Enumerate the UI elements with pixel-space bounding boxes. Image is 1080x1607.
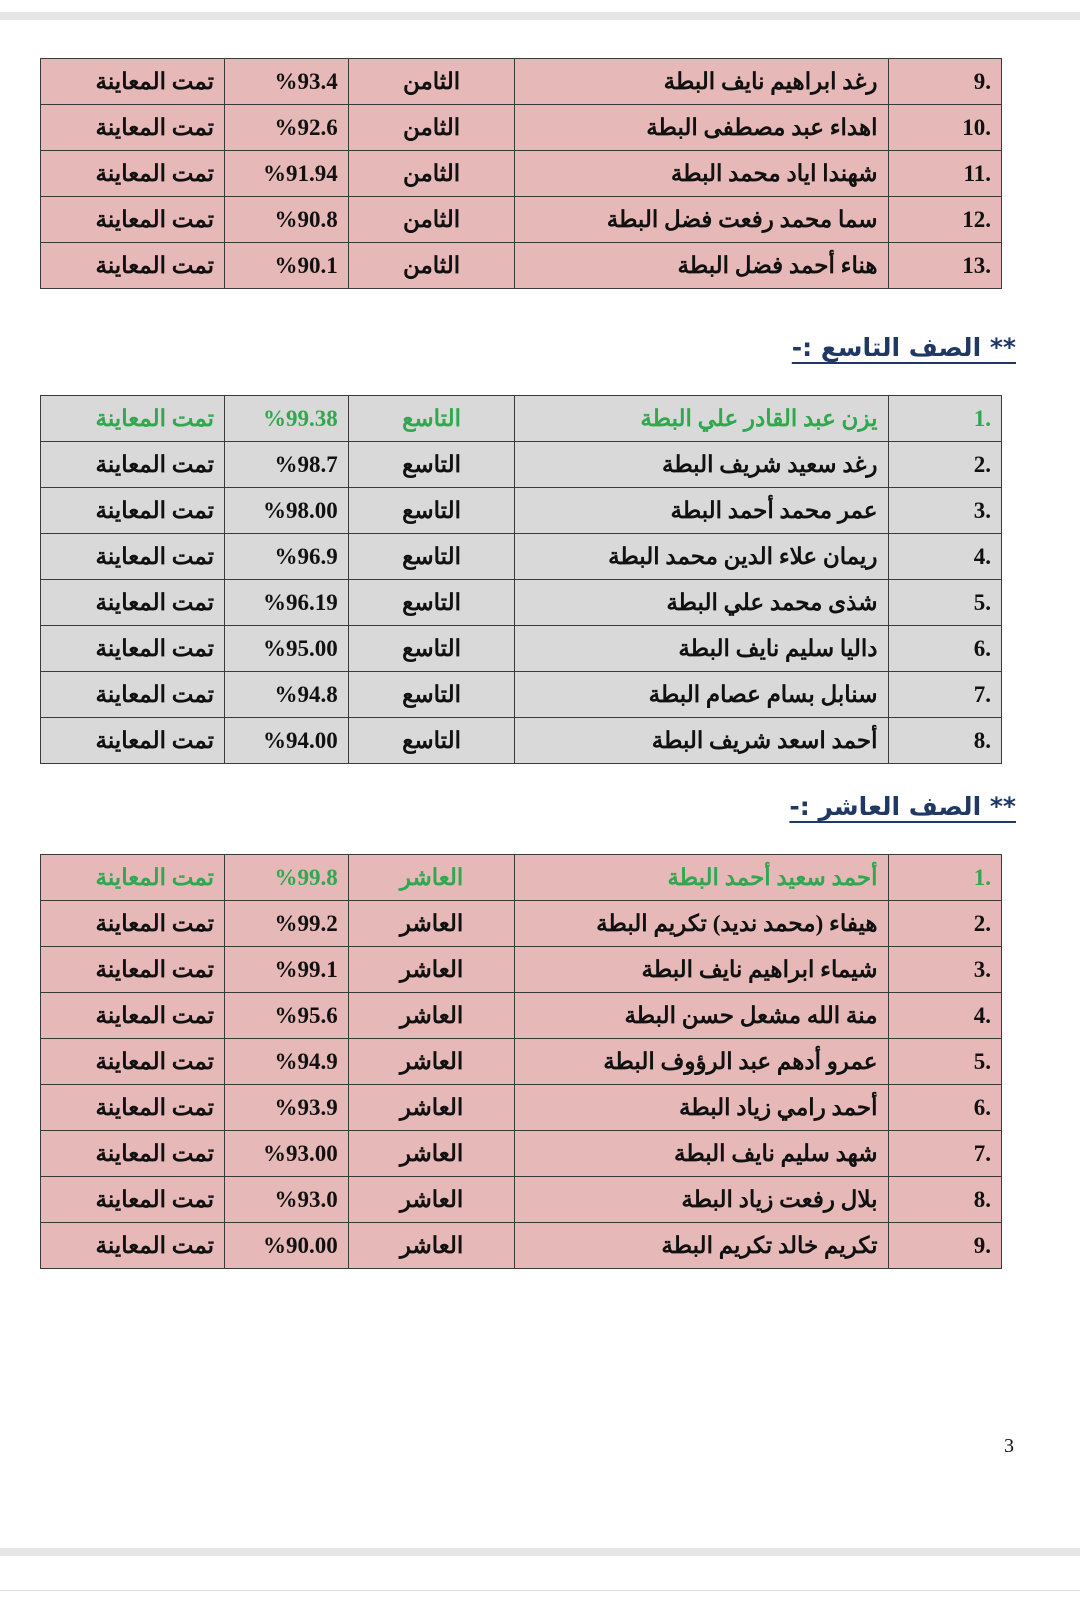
student-name: أحمد سعيد أحمد البطة xyxy=(515,855,888,901)
grade-8-table xyxy=(40,58,1002,289)
score-percent: %90.00 xyxy=(225,1223,349,1269)
row-number: 7. xyxy=(888,1131,1001,1177)
review-status: تمت المعاينة xyxy=(41,626,225,672)
student-name: اهداء عبد مصطفى البطة xyxy=(515,105,888,151)
score-percent: %93.0 xyxy=(225,1177,349,1223)
grade-8-table-body xyxy=(41,59,1002,289)
row-number: 6. xyxy=(888,1085,1001,1131)
class-grade: التاسع xyxy=(348,580,515,626)
review-status: تمت المعاينة xyxy=(41,672,225,718)
review-status: تمت المعاينة xyxy=(41,534,225,580)
review-status: تمت المعاينة xyxy=(41,718,225,764)
row-number: 11. xyxy=(888,151,1001,197)
table-row xyxy=(41,580,1002,626)
class-grade: العاشر xyxy=(348,1039,515,1085)
grade-9-table-body xyxy=(41,396,1002,764)
table-row xyxy=(41,672,1002,718)
student-name: شيماء ابراهيم نايف البطة xyxy=(515,947,888,993)
bottom-rule xyxy=(0,1590,1080,1591)
table-row xyxy=(41,1039,1002,1085)
row-number: 5. xyxy=(888,580,1001,626)
score-percent: %93.9 xyxy=(225,1085,349,1131)
grade-9-table xyxy=(40,395,1002,764)
row-number: 13. xyxy=(888,243,1001,289)
table-row xyxy=(41,243,1002,289)
class-grade: العاشر xyxy=(348,855,515,901)
row-number: 1. xyxy=(888,855,1001,901)
class-grade: التاسع xyxy=(348,626,515,672)
review-status: تمت المعاينة xyxy=(41,1085,225,1131)
row-number: 2. xyxy=(888,442,1001,488)
grade-10-heading: ** الصف العاشر :- xyxy=(789,792,1016,821)
row-number: 7. xyxy=(888,672,1001,718)
review-status: تمت المعاينة xyxy=(41,105,225,151)
student-name: يزن عبد القادر علي البطة xyxy=(515,396,888,442)
class-grade: العاشر xyxy=(348,901,515,947)
score-percent: %95.00 xyxy=(225,626,349,672)
grade-10-table xyxy=(40,854,1002,1269)
row-number: 4. xyxy=(888,993,1001,1039)
row-number: 9. xyxy=(888,59,1001,105)
score-percent: %99.2 xyxy=(225,901,349,947)
student-name: شهندا اياد محمد البطة xyxy=(515,151,888,197)
row-number: 2. xyxy=(888,901,1001,947)
class-grade: الثامن xyxy=(348,59,515,105)
table-row xyxy=(41,626,1002,672)
student-name: أحمد اسعد شريف البطة xyxy=(515,718,888,764)
table-row xyxy=(41,1131,1002,1177)
class-grade: العاشر xyxy=(348,1223,515,1269)
class-grade: التاسع xyxy=(348,396,515,442)
table-row xyxy=(41,993,1002,1039)
review-status: تمت المعاينة xyxy=(41,59,225,105)
row-number: 3. xyxy=(888,488,1001,534)
score-percent: %96.9 xyxy=(225,534,349,580)
row-number: 3. xyxy=(888,947,1001,993)
score-percent: %98.00 xyxy=(225,488,349,534)
student-name: سما محمد رفعت فضل البطة xyxy=(515,197,888,243)
student-name: سنابل بسام عصام البطة xyxy=(515,672,888,718)
student-name: داليا سليم نايف البطة xyxy=(515,626,888,672)
class-grade: الثامن xyxy=(348,197,515,243)
student-name: هناء أحمد فضل البطة xyxy=(515,243,888,289)
student-name: عمرو أدهم عبد الرؤوف البطة xyxy=(515,1039,888,1085)
table-row xyxy=(41,59,1002,105)
class-grade: التاسع xyxy=(348,718,515,764)
review-status: تمت المعاينة xyxy=(41,1131,225,1177)
review-status: تمت المعاينة xyxy=(41,947,225,993)
table-row xyxy=(41,105,1002,151)
class-grade: التاسع xyxy=(348,534,515,580)
table-row xyxy=(41,901,1002,947)
score-percent: %99.38 xyxy=(225,396,349,442)
review-status: تمت المعاينة xyxy=(41,396,225,442)
review-status: تمت المعاينة xyxy=(41,901,225,947)
row-number: 12. xyxy=(888,197,1001,243)
score-percent: %99.8 xyxy=(225,855,349,901)
review-status: تمت المعاينة xyxy=(41,1177,225,1223)
student-name: عمر محمد أحمد البطة xyxy=(515,488,888,534)
review-status: تمت المعاينة xyxy=(41,442,225,488)
class-grade: الثامن xyxy=(348,151,515,197)
review-status: تمت المعاينة xyxy=(41,1039,225,1085)
bottom-divider xyxy=(0,1548,1080,1556)
table-row xyxy=(41,1177,1002,1223)
table-row xyxy=(41,151,1002,197)
row-number: 8. xyxy=(888,1177,1001,1223)
row-number: 1. xyxy=(888,396,1001,442)
class-grade: الثامن xyxy=(348,243,515,289)
student-name: أحمد رامي زياد البطة xyxy=(515,1085,888,1131)
class-grade: العاشر xyxy=(348,1131,515,1177)
score-percent: %94.00 xyxy=(225,718,349,764)
score-percent: %93.4 xyxy=(225,59,349,105)
table-row xyxy=(41,396,1002,442)
table-row xyxy=(41,197,1002,243)
student-name: تكريم خالد تكريم البطة xyxy=(515,1223,888,1269)
student-name: ريمان علاء الدين محمد البطة xyxy=(515,534,888,580)
table-row xyxy=(41,855,1002,901)
table-row xyxy=(41,1223,1002,1269)
student-name: منة الله مشعل حسن البطة xyxy=(515,993,888,1039)
student-name: بلال رفعت زياد البطة xyxy=(515,1177,888,1223)
review-status: تمت المعاينة xyxy=(41,1223,225,1269)
student-name: رغد ابراهيم نايف البطة xyxy=(515,59,888,105)
class-grade: العاشر xyxy=(348,993,515,1039)
top-divider xyxy=(0,12,1080,20)
score-percent: %90.8 xyxy=(225,197,349,243)
score-percent: %90.1 xyxy=(225,243,349,289)
class-grade: العاشر xyxy=(348,947,515,993)
class-grade: العاشر xyxy=(348,1085,515,1131)
review-status: تمت المعاينة xyxy=(41,151,225,197)
review-status: تمت المعاينة xyxy=(41,488,225,534)
class-grade: التاسع xyxy=(348,672,515,718)
score-percent: %94.9 xyxy=(225,1039,349,1085)
grade-10-table-body xyxy=(41,855,1002,1269)
review-status: تمت المعاينة xyxy=(41,855,225,901)
row-number: 5. xyxy=(888,1039,1001,1085)
score-percent: %94.8 xyxy=(225,672,349,718)
student-name: شذى محمد علي البطة xyxy=(515,580,888,626)
review-status: تمت المعاينة xyxy=(41,197,225,243)
student-name: هيفاء (محمد نديد) تكريم البطة xyxy=(515,901,888,947)
review-status: تمت المعاينة xyxy=(41,580,225,626)
score-percent: %98.7 xyxy=(225,442,349,488)
review-status: تمت المعاينة xyxy=(41,243,225,289)
table-row xyxy=(41,947,1002,993)
class-grade: التاسع xyxy=(348,488,515,534)
score-percent: %92.6 xyxy=(225,105,349,151)
table-row xyxy=(41,534,1002,580)
grade-9-heading: ** الصف التاسع :- xyxy=(791,333,1016,362)
class-grade: العاشر xyxy=(348,1177,515,1223)
student-name: رغد سعيد شريف البطة xyxy=(515,442,888,488)
row-number: 4. xyxy=(888,534,1001,580)
table-row xyxy=(41,1085,1002,1131)
row-number: 8. xyxy=(888,718,1001,764)
row-number: 9. xyxy=(888,1223,1001,1269)
table-row xyxy=(41,488,1002,534)
table-row xyxy=(41,442,1002,488)
score-percent: %95.6 xyxy=(225,993,349,1039)
class-grade: الثامن xyxy=(348,105,515,151)
score-percent: %93.00 xyxy=(225,1131,349,1177)
score-percent: %99.1 xyxy=(225,947,349,993)
score-percent: %96.19 xyxy=(225,580,349,626)
table-row xyxy=(41,718,1002,764)
row-number: 6. xyxy=(888,626,1001,672)
row-number: 10. xyxy=(888,105,1001,151)
page-number: 3 xyxy=(1004,1435,1014,1457)
review-status: تمت المعاينة xyxy=(41,993,225,1039)
class-grade: التاسع xyxy=(348,442,515,488)
student-name: شهد سليم نايف البطة xyxy=(515,1131,888,1177)
score-percent: %91.94 xyxy=(225,151,349,197)
